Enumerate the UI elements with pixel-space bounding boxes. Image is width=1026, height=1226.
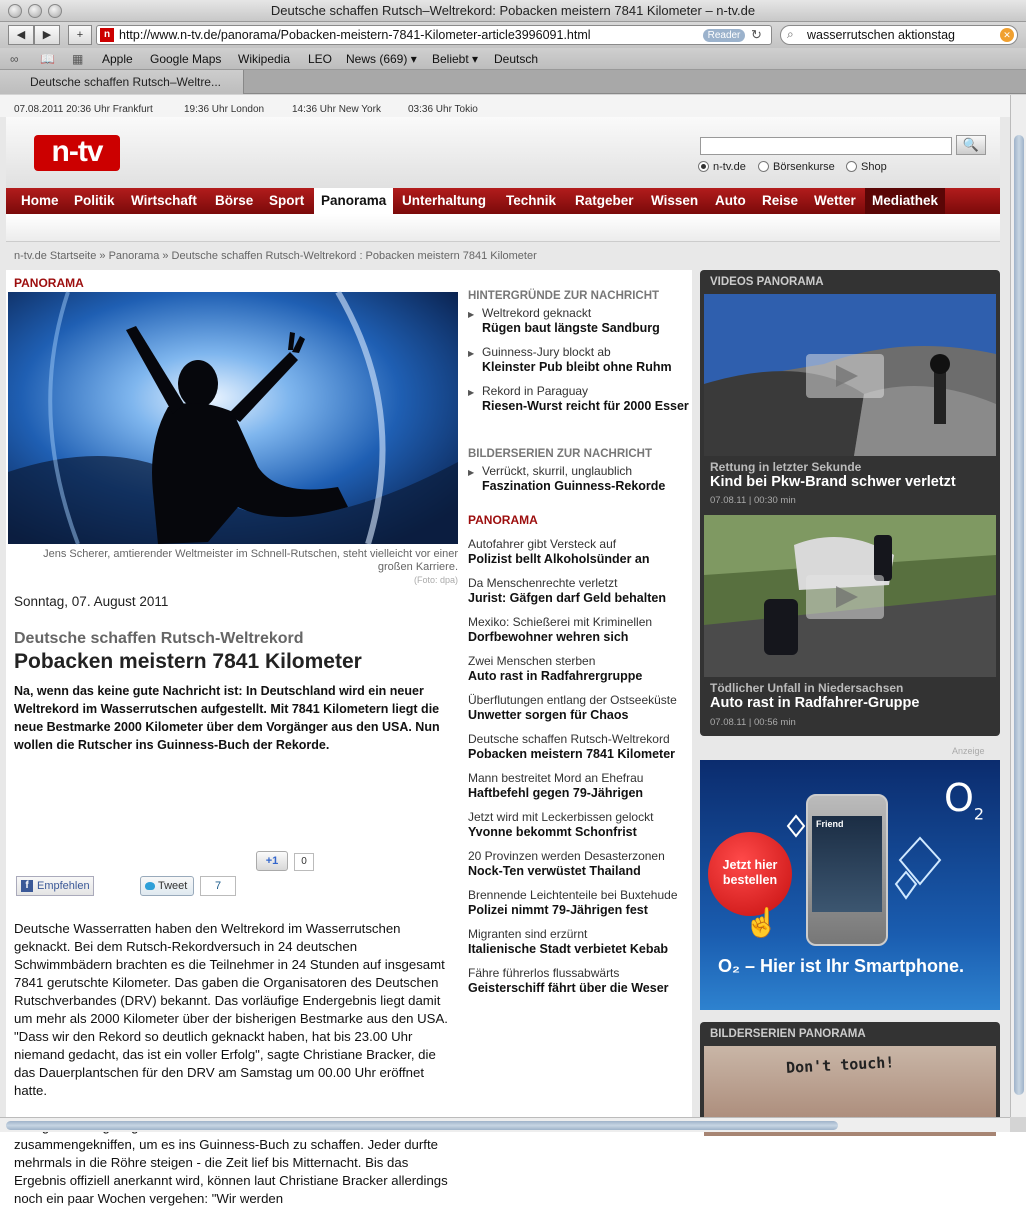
web-page xyxy=(0,95,1010,1206)
nav-mediathek[interactable]: Mediathek xyxy=(865,188,945,214)
panorama-item[interactable]: Autofahrer gibt Versteck auf Polizist bellt Alkoholsünder an xyxy=(468,537,650,566)
clear-search-icon[interactable]: ✕ xyxy=(1000,28,1014,42)
minimize-window-button[interactable] xyxy=(28,4,42,18)
browser-search-field[interactable] xyxy=(780,25,1018,45)
gallery-image-text: Don't touch! xyxy=(785,1053,895,1077)
article-column xyxy=(6,270,692,1206)
video-thumbnail[interactable] xyxy=(704,294,996,456)
address-url[interactable]: http://www.n-tv.de/panorama/Pobacken-meistern-7841-Kilometer-article3996091.html xyxy=(119,28,591,42)
related-link[interactable]: ▶ Guinness-Jury blockt ab Kleinster Pub bleibt ohne Ruhm xyxy=(468,345,690,375)
google-plus-count: 0 xyxy=(294,853,314,871)
radio-boersenkurse[interactable] xyxy=(758,161,835,173)
panorama-item[interactable]: Mann bestreitet Mord an Ehefrau Haftbefehl gegen 79-Jährigen xyxy=(468,771,644,800)
horizontal-scrollbar[interactable] xyxy=(0,1117,1010,1132)
panorama-item[interactable]: Überflutungen entlang der Ostseeküste Unwetter sorgen für Chaos xyxy=(468,693,677,722)
nav-technik[interactable]: Technik xyxy=(506,193,557,208)
article-kicker: Deutsche schaffen Rutsch-Weltrekord xyxy=(14,630,304,647)
nav-politik[interactable]: Politik xyxy=(74,193,115,208)
bookmark-apple[interactable]: Apple xyxy=(102,52,133,66)
window-title: Deutsche schaffen Rutsch–Weltrekord: Pobacken meistern 7841 Kilometer – n-tv.de xyxy=(270,3,756,18)
window-titlebar xyxy=(0,0,1026,22)
hintergruende-heading: HINTERGRÜNDE ZUR NACHRICHT xyxy=(468,290,660,302)
tab-active[interactable]: Deutsche schaffen Rutsch–Weltre... xyxy=(0,70,244,94)
zoom-window-button[interactable] xyxy=(48,4,62,18)
gallery-heading: BILDERSERIEN PANORAMA xyxy=(710,1028,866,1040)
world-clock-bar xyxy=(0,95,1010,117)
panorama-item[interactable]: Deutsche schaffen Rutsch-Weltrekord Pobacken meistern 7841 Kilometer xyxy=(468,732,676,761)
bookmark-news-folder[interactable]: News (669) ▾ xyxy=(346,52,417,66)
bookmarks-bar xyxy=(0,48,1026,70)
search-query[interactable]: wasserrutschen aktionstag xyxy=(807,28,955,42)
add-bookmark-button[interactable]: + xyxy=(68,25,92,45)
phone-screen-label: Friend xyxy=(816,819,844,829)
panorama-item[interactable]: Da Menschenrechte verletzt Jurist: Gäfgen darf Geld behalten xyxy=(468,576,666,605)
article-body xyxy=(14,920,454,1226)
bookmark-beliebt-folder[interactable]: Beliebt ▾ xyxy=(432,52,479,66)
video-meta: 07.08.11 | 00:56 min xyxy=(710,717,796,728)
panorama-item[interactable]: Fähre führerlos flussabwärts Geisterschiff fährt über die Weser xyxy=(468,966,669,995)
panorama-item[interactable]: Mexiko: Schießerei mit Kriminellen Dorfbewohner wehren sich xyxy=(468,615,653,644)
nav-home[interactable]: Home xyxy=(21,193,59,208)
site-favicon: n xyxy=(100,28,114,42)
article-paragraph: Deutsche Wasserratten haben den Weltrekord im Wasserrutschen geknackt. Bei dem Rutsch-Rekordversuch in 24 deutschen Schwimmbädern brachten es die Teilnehmer in 24 Stunden auf insgesamt 7841 gerutschte Kilometer. Das gaben die Organisatoren des Deutschen Rutschverbandes (DRV) bekannt. Das vorläufige Endergebnis liegt damit um mehr als 2000 Kilometer über der bisherigen Bestmarke aus den USA. "Dass wir den Rekord so deutlich geknackt haben, hat bis 23.00 Uhr niemand gedacht, das ist ein voller Erfolg", sagte Christiane Bracker, die das Dauerplantschen für den DRV am Samstag um 00.00 Uhr eröffnet hatte. xyxy=(14,921,448,1098)
time-new-york: 14:36 Uhr New York xyxy=(292,104,381,115)
article-rubric[interactable]: PANORAMA xyxy=(14,276,84,290)
video-kicker: Rettung in letzter Sekunde xyxy=(710,460,862,474)
image-caption xyxy=(8,548,458,587)
nav-ratgeber[interactable]: Ratgeber xyxy=(575,193,634,208)
tweet-button[interactable]: Tweet xyxy=(140,876,194,896)
videos-heading: VIDEOS PANORAMA xyxy=(710,276,824,288)
order-now-button[interactable]: Jetzt hier bestellen xyxy=(708,832,792,916)
panorama-item[interactable]: Migranten sind erzürnt Italienische Stadt verbietet Kebab xyxy=(468,927,669,956)
o2-logo: $O_2$ xyxy=(944,776,985,824)
time-london: 19:36 Uhr London xyxy=(184,104,265,115)
radio-icon xyxy=(846,161,857,172)
video-title[interactable]: Auto rast in Radfahrer-Gruppe xyxy=(710,695,920,711)
radio-ntv[interactable] xyxy=(698,161,746,173)
main-navigation xyxy=(6,188,1000,214)
facebook-like-button[interactable]: f Empfehlen xyxy=(16,876,94,896)
nav-wissen[interactable]: Wissen xyxy=(651,193,699,208)
related-link[interactable]: ▶ Weltrekord geknackt Rügen baut längste Sandburg xyxy=(468,306,690,336)
panorama-item[interactable]: 20 Provinzen werden Desasterzonen Nock-Ten verwüstet Thailand xyxy=(468,849,665,878)
radio-shop[interactable] xyxy=(846,161,887,173)
nav-wirtschaft[interactable]: Wirtschaft xyxy=(131,193,197,208)
radio-label: Börsenkurse xyxy=(773,161,835,173)
article-teaser: Na, wenn das keine gute Nachricht ist: In Deutschland wird ein neuer Weltrekord im Wasserrutschen aufgestellt. Mit 7841 Kilometern liegt die neue Bestmarke 2000 Kilometer über dem Vorgänger aus den USA. Nun wollen die Rutscher ins Guinness-Buch der Rekorde. xyxy=(14,684,440,752)
nav-panorama[interactable]: Panorama xyxy=(314,188,393,214)
bookmark-wikipedia[interactable]: Wikipedia xyxy=(238,52,291,66)
vertical-scroll-thumb[interactable] xyxy=(1014,135,1024,1095)
radio-label: Shop xyxy=(861,161,887,173)
article-headline: Pobacken meistern 7841 Kilometer xyxy=(14,650,362,673)
gallery-link[interactable]: ▶ Verrückt, skurril, unglaublich Faszination Guinness-Rekorde xyxy=(468,464,690,494)
play-icon[interactable] xyxy=(806,354,884,398)
radio-selected-icon xyxy=(698,161,709,172)
radio-label: n-tv.de xyxy=(713,161,746,173)
nav-unterhaltung[interactable]: Unterhaltung xyxy=(402,193,486,208)
panorama-heading: PANORAMA xyxy=(468,513,538,527)
videos-panel xyxy=(700,270,1000,736)
browser-toolbar xyxy=(0,22,1026,48)
play-icon[interactable] xyxy=(806,575,884,619)
article-paragraph: zusammengekniffen, um es ins Guinness-Buch zu schaffen. Jeder durfte mehrmals in die Röhre steigen - die Zeit lief bis Mitternacht. Bis das Ergebnis offiziell anerkannt wird, können laut Christiane Bracker allerdings noch ein paar Wochen vergehen: "Wir werden xyxy=(14,1137,448,1206)
breadcrumb[interactable]: n-tv.de Startseite » Panorama » Deutsche schaffen Rutsch-Weltrekord : Pobacken meistern 7841 Kilometer xyxy=(14,250,537,262)
site-search-button[interactable]: 🔍 xyxy=(956,135,986,155)
ad-slogan: O₂ – Hier ist Ihr Smartphone. xyxy=(718,956,965,976)
forward-button[interactable]: ▶ xyxy=(34,25,60,45)
time-tokio: 03:36 Uhr Tokio xyxy=(408,104,478,115)
water-slide-photo xyxy=(8,292,458,544)
bookmark-google-maps[interactable]: Google Maps xyxy=(150,52,222,66)
bookmark-deutsch[interactable]: Deutsch xyxy=(494,52,539,66)
site-search-input[interactable] xyxy=(700,137,952,155)
nav-sport[interactable]: Sport xyxy=(269,193,305,208)
ad-label: Anzeige xyxy=(952,746,985,756)
video-kicker: Tödlicher Unfall in Niedersachsen xyxy=(710,681,904,695)
address-bar[interactable] xyxy=(96,25,772,45)
ntv-logo[interactable]: n-tv xyxy=(34,135,120,171)
radio-icon xyxy=(758,161,769,172)
top-sites-grid-icon[interactable]: ▦ xyxy=(72,52,84,66)
related-link[interactable]: ▶ Rekord in Paraguay Riesen-Wurst reicht für 2000 Esser xyxy=(468,384,690,414)
time-frankfurt: 07.08.2011 20:36 Uhr Frankfurt xyxy=(14,104,153,115)
sub-navigation xyxy=(6,214,1000,242)
nav-auto[interactable]: Auto xyxy=(715,193,746,208)
video-thumbnail[interactable] xyxy=(704,515,996,677)
bilderserien-heading: BILDERSERIEN ZUR NACHRICHT xyxy=(468,448,652,460)
google-plus-button[interactable]: +1 xyxy=(256,851,288,871)
reload-icon[interactable]: ↻ xyxy=(751,27,762,42)
caption-text: Jens Scherer, amtierender Weltmeister im Schnell-Rutschen, steht vielleicht vor einer großen Karriere. xyxy=(43,548,458,573)
gallery-panel xyxy=(700,1022,1000,1132)
tab-bar xyxy=(0,70,1026,94)
hand-cursor-icon: ☝ xyxy=(744,907,779,938)
reading-list-icon[interactable]: ∞ xyxy=(10,52,19,66)
horizontal-scroll-thumb[interactable] xyxy=(6,1121,838,1130)
back-button[interactable]: ◀ xyxy=(8,25,34,45)
vertical-scrollbar[interactable] xyxy=(1010,95,1026,1117)
reader-button[interactable]: Reader xyxy=(703,29,745,42)
panorama-item[interactable]: Brennende Leichtenteile bei Buxtehude Polizei nimmt 79-Jährigen fest xyxy=(468,888,678,917)
panorama-item[interactable]: Jetzt wird mit Leckerbissen gelockt Yvonne bekommt Schonfrist xyxy=(468,810,654,839)
caption-source: (Foto: dpa) xyxy=(413,575,458,585)
tweet-count: 7 xyxy=(200,876,236,896)
bookmark-leo[interactable]: LEO xyxy=(308,52,333,66)
article-hero-image[interactable] xyxy=(8,292,458,544)
close-window-button[interactable] xyxy=(8,4,22,18)
bookmarks-book-icon[interactable]: 📖 xyxy=(40,52,55,66)
article-date: Sonntag, 07. August 2011 xyxy=(14,594,169,609)
site-header xyxy=(6,117,1000,189)
video-meta: 07.08.11 | 00:30 min xyxy=(710,495,796,506)
search-icon: ⌕ xyxy=(787,27,794,41)
nav-reise[interactable]: Reise xyxy=(762,193,799,208)
advertisement-banner[interactable] xyxy=(700,760,1000,1010)
panorama-item[interactable]: Zwei Menschen sterben Auto rast in Radfahrergruppe xyxy=(468,654,643,683)
nav-boerse[interactable]: Börse xyxy=(215,193,254,208)
video-title[interactable]: Kind bei Pkw-Brand schwer verletzt xyxy=(710,474,956,490)
nav-wetter[interactable]: Wetter xyxy=(814,193,856,208)
